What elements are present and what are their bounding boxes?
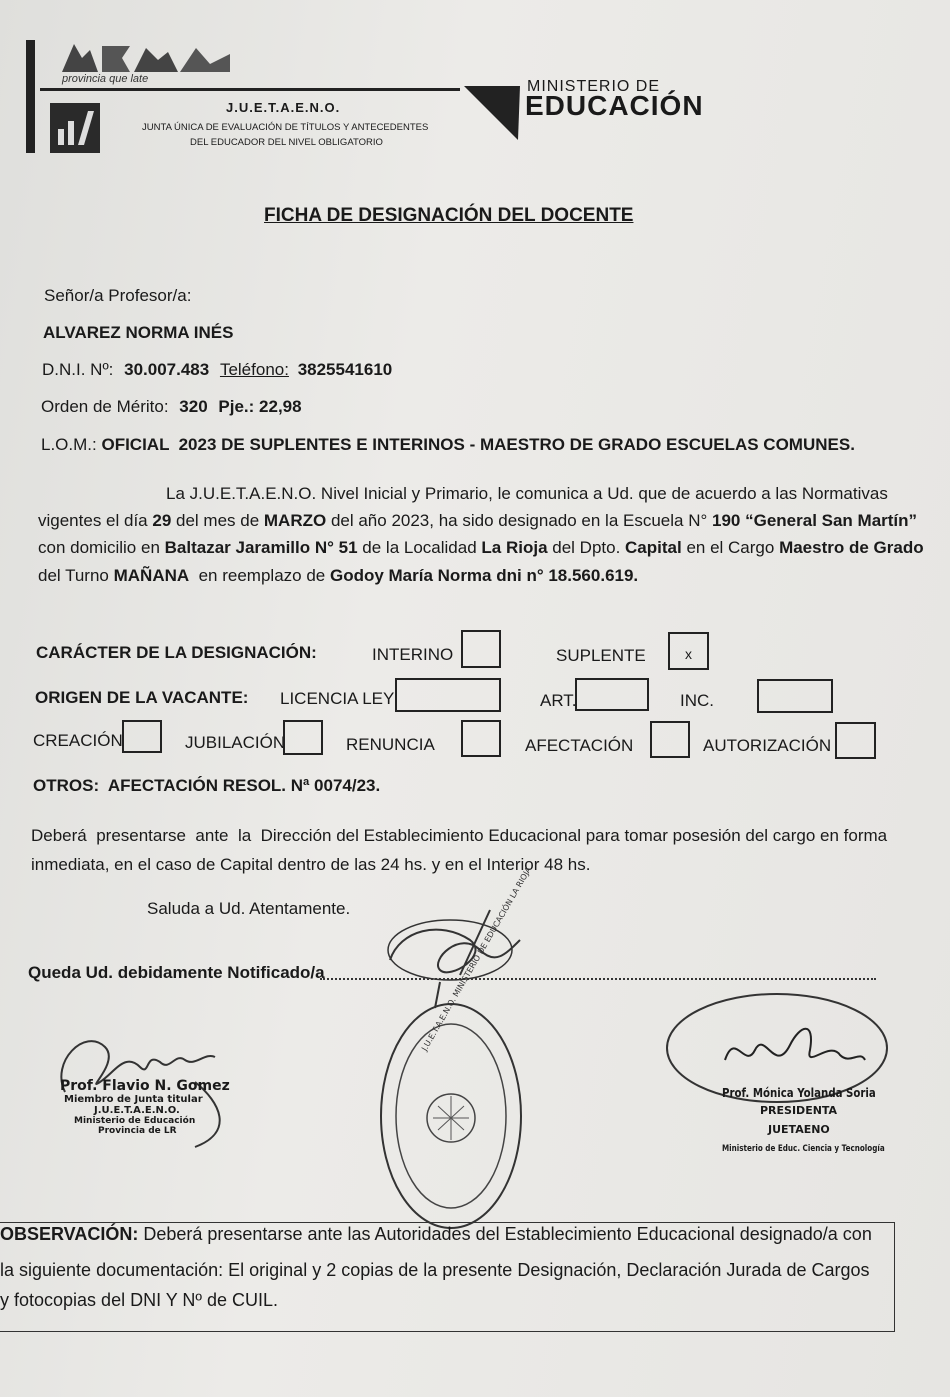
body-text: del Dpto. xyxy=(547,538,626,557)
creacion-checkbox[interactable] xyxy=(122,720,162,753)
lom-label: L.O.M.: xyxy=(41,435,97,454)
left-signer-name: Prof. Flavio N. Gomez xyxy=(60,1078,230,1094)
otros-value: AFECTACIÓN RESOL. Nª 0074/23. xyxy=(107,776,381,795)
art-label: ART. xyxy=(540,691,577,710)
dni-line xyxy=(42,360,392,380)
notice-line-1: Deberá presentarse ante la Dirección del Establecimiento Educacional para tomar posesión del cargo en forma xyxy=(31,826,888,845)
juetaeno-icon xyxy=(50,103,100,153)
renuncia-label: RENUNCIA xyxy=(346,735,435,754)
body-text: vigentes el día xyxy=(38,511,153,530)
dni-value: 30.007.483 xyxy=(124,360,210,379)
licencia-label: LICENCIA LEY xyxy=(280,689,395,708)
phone-value: 3825541610 xyxy=(297,360,393,379)
autorizacion-label: AUTORIZACIÓN xyxy=(703,736,832,755)
school-value: 190 “General San Martín” xyxy=(712,511,918,530)
observation-line-1 xyxy=(0,1224,872,1245)
body-line-3 xyxy=(38,534,924,561)
day-value: 29 xyxy=(152,511,172,530)
recipient-name: ALVAREZ NORMA INÉS xyxy=(43,323,234,342)
interino-checkbox[interactable] xyxy=(461,630,501,668)
body-line-4 xyxy=(38,562,638,589)
left-signer-role-3: Ministerio de Educación xyxy=(74,1116,196,1126)
ministry-line2: EDUCACIÓN xyxy=(525,90,704,121)
notified-label: Queda Ud. debidamente Notificado/a xyxy=(28,963,325,982)
body-text: en reemplazo de xyxy=(189,566,330,585)
observation-line-3: y fotocopias del DNI Y Nº de CUIL. xyxy=(0,1290,279,1310)
greeting: Saluda a Ud. Atentamente. xyxy=(147,899,351,918)
body-line-2 xyxy=(38,507,917,534)
logo-tagline: provincia que late xyxy=(62,73,149,85)
inc-field[interactable] xyxy=(757,679,833,713)
body-text: con domicilio en xyxy=(38,538,165,557)
header-bar xyxy=(26,40,35,153)
body-text: del mes de xyxy=(171,511,264,530)
left-signer-role-1: Miembro de Junta titular xyxy=(64,1094,203,1105)
replaced-value: Godoy María Norma dni n° 18.560.619. xyxy=(329,566,639,585)
suplente-mark: x xyxy=(685,646,692,662)
org-fullname-line1: JUNTA ÚNICA DE EVALUACIÓN DE TÍTULOS Y ANTECEDENTES xyxy=(142,122,429,133)
afectacion-checkbox[interactable] xyxy=(650,721,690,758)
lom-line xyxy=(41,435,855,455)
la-rioja-logo xyxy=(60,40,240,88)
body-text: en el Cargo xyxy=(681,538,780,557)
pje-value: 22,98 xyxy=(259,397,302,416)
month-value: MARZO xyxy=(263,511,327,530)
locality-value: La Rioja xyxy=(481,538,548,557)
org-fullname-line2: DEL EDUCADOR DEL NIVEL OBLIGATORIO xyxy=(190,137,383,148)
phone-label: Teléfono: xyxy=(219,360,289,379)
observation-label: OBSERVACIÓN: xyxy=(0,1224,139,1244)
otros-line xyxy=(33,776,380,796)
body-line-1: La J.U.E.T.A.E.N.O. Nivel Inicial y Primario, le comunica a Ud. que de acuerdo a las Normativas xyxy=(166,484,888,503)
merit-value: 320 xyxy=(179,397,208,416)
left-signer-role-4: Provincia de LR xyxy=(98,1126,177,1136)
right-signer-role-2: JUETAENO xyxy=(768,1123,830,1136)
department-value: Capital xyxy=(625,538,682,557)
left-signer-role-2: J.U.E.T.A.E.N.O. xyxy=(94,1105,180,1116)
origen-label: ORIGEN DE LA VACANTE: xyxy=(35,688,249,707)
header-rule xyxy=(40,88,460,91)
right-signature-scribble xyxy=(665,990,895,1120)
art-field[interactable] xyxy=(575,678,649,711)
jubilacion-label: JUBILACIÓN xyxy=(185,733,286,752)
salutation: Señor/a Profesor/a: xyxy=(44,286,192,305)
renuncia-checkbox[interactable] xyxy=(461,720,501,757)
turno-value: MAÑANA xyxy=(113,566,190,585)
org-acronym: J.U.E.T.A.E.N.O. xyxy=(226,100,341,115)
lom-value: OFICIAL 2023 DE SUPLENTES E INTERINOS - MAESTRO DE GRADO ESCUELAS COMUNES. xyxy=(101,435,855,454)
address-value: Baltazar Jaramillo N° 51 xyxy=(164,538,358,557)
caracter-label: CARÁCTER DE LA DESIGNACIÓN: xyxy=(36,643,317,662)
body-text: del año 2023, ha sido designado en la Escuela N° xyxy=(326,511,713,530)
merit-line xyxy=(41,397,302,417)
body-text: del Turno xyxy=(38,566,114,585)
observation-line-2: la siguiente documentación: El original y 2 copias de la presente Designación, Declaración Jurada de Cargos xyxy=(0,1260,870,1280)
otros-label: OTROS: xyxy=(33,776,100,795)
merit-label: Orden de Mérito: xyxy=(41,397,169,416)
inc-label: INC. xyxy=(680,691,714,710)
ministry-line1: MINISTERIO DE xyxy=(527,78,661,95)
dni-label: D.N.I. Nº: xyxy=(42,360,114,379)
ministry-logo-mark xyxy=(462,84,522,142)
cargo-value: Maestro de Grado xyxy=(779,538,924,557)
right-signer-name: Prof. Mónica Yolanda Soria xyxy=(722,1086,876,1100)
notice-line-2: inmediata, en el caso de Capital dentro de las 24 hs. y en el Interior 48 hs. xyxy=(31,855,591,874)
la-rioja-logo-mark xyxy=(60,40,240,76)
autorizacion-checkbox[interactable] xyxy=(835,722,876,759)
seal-text: J.U.E.T.A.E.N.O. MINISTERIO DE EDUCACIÓN LA RIOJA xyxy=(420,865,534,1053)
interino-label: INTERINO xyxy=(372,645,454,664)
suplente-label: SUPLENTE xyxy=(556,646,646,665)
licencia-field[interactable] xyxy=(395,678,501,712)
creacion-label: CREACIÓN xyxy=(33,731,123,750)
suplente-checkbox[interactable] xyxy=(668,632,709,670)
right-signer-role-3: Ministerio de Educ. Ciencia y Tecnología xyxy=(722,1144,885,1154)
seal-graphic xyxy=(378,1000,524,1232)
official-seal xyxy=(378,1000,524,1232)
observation-text-1: Deberá presentarse ante las Autoridades del Establecimiento Educacional designado/a con xyxy=(138,1224,872,1244)
pje-label: Pje.: xyxy=(218,397,255,416)
page-title: FICHA DE DESIGNACIÓN DEL DOCENTE xyxy=(264,205,634,226)
right-signer-role-1: PRESIDENTA xyxy=(760,1104,838,1117)
jubilacion-checkbox[interactable] xyxy=(283,720,323,755)
body-text: de la Localidad xyxy=(357,538,482,557)
afectacion-label: AFECTACIÓN xyxy=(525,736,634,755)
